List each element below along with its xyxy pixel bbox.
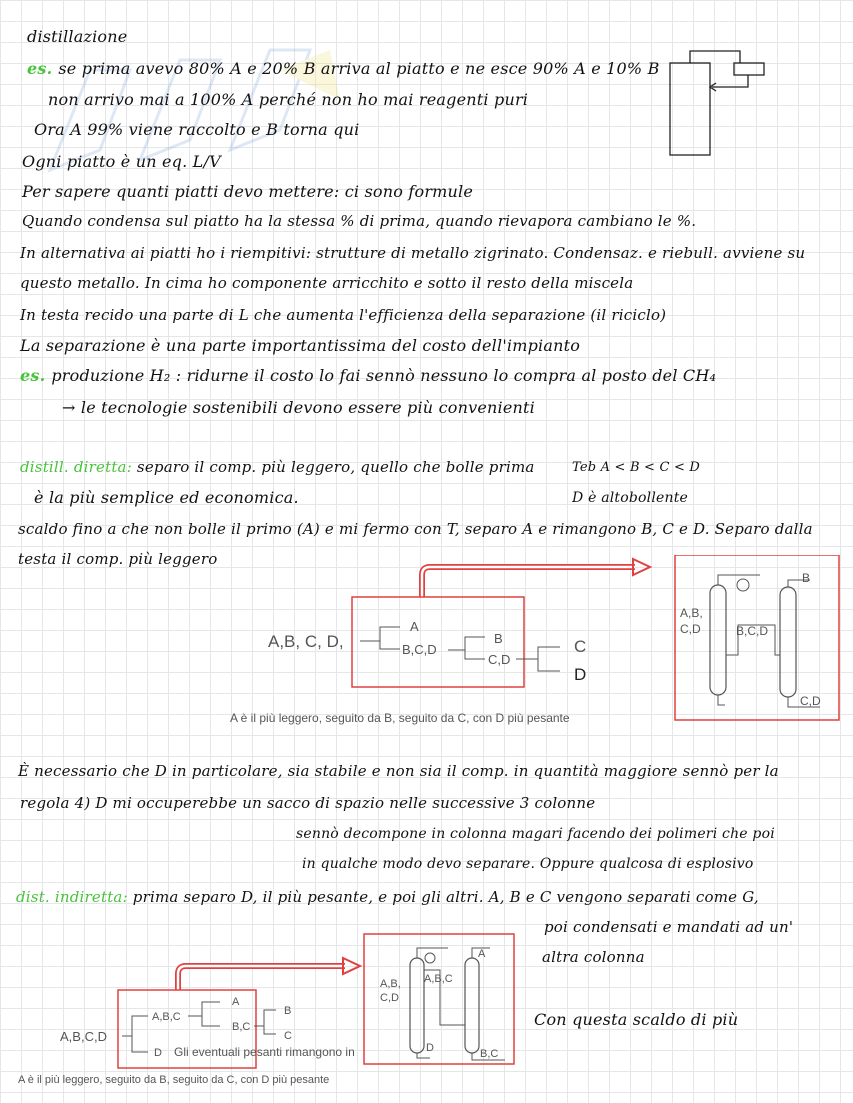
note-line-20: sennò decompone in colonna magari facendo dei polimeri che poi	[296, 826, 775, 842]
note-line-6: Per sapere quanti piatti devo mettere: ci sono formule	[22, 182, 474, 201]
column-feed-1: A,B,	[680, 606, 703, 620]
split1-bottom: B,C,D	[402, 642, 437, 657]
direct-distillation-diagram	[220, 555, 853, 735]
column-bottom-right: B,C	[480, 1048, 499, 1060]
red-connector-arrow	[178, 966, 345, 990]
note-line-10: In testa recido una parte di L che aumenta l'efficienza della separazione (il riciclo)	[20, 306, 667, 324]
column-feed-1: A,B,	[380, 978, 401, 990]
split1-top: A	[410, 619, 419, 634]
red-connector-arrow	[422, 567, 635, 597]
note-text: produzione H₂ : ridurne il costo lo fai sennò nessuno lo compra al posto del CH₄	[51, 366, 717, 385]
direct-distillation-tag: distill. diretta:	[20, 458, 132, 476]
boiling-order: Teb A < B < C < D	[572, 460, 700, 475]
note-line-24: altra colonna	[542, 948, 645, 966]
column-mid: A,B,C	[424, 973, 453, 985]
note-line-8: In alternativa ai piatti ho i riempitivi: strutture di metallo zigrinato. Condensaz. e riebull. avviene su	[20, 244, 806, 262]
split2-bottom: B,C	[232, 1021, 251, 1033]
feed-label: A,B,C,D	[60, 1029, 107, 1044]
column-feed-2: C,D	[680, 622, 701, 636]
note-line-25: Con questa scaldo di più	[534, 1010, 739, 1029]
note-line-14	[20, 458, 535, 476]
indirect-caption: A è il più leggero, seguito da B, seguito da C, con D più pesante	[18, 1074, 330, 1086]
split3-bottom: D	[574, 665, 587, 684]
note-text: se prima avevo 80% A e 20% B arriva al piatto e ne esce 90% A e 10% B	[58, 59, 660, 78]
split2-bottom: C,D	[488, 652, 511, 667]
note-line-16: scaldo fino a che non bolle il primo (A) e mi fermo con T, separo A e rimangono B, C e D. Separo dalla	[18, 520, 813, 538]
example-tag: es.	[20, 366, 46, 385]
note-line-9: questo metallo. In cima ho componente arricchito e sotto il resto della miscela	[20, 274, 634, 292]
note-title: distillazione	[27, 27, 128, 46]
note-line-12	[20, 366, 716, 385]
column-sketch	[662, 45, 772, 160]
note-line-19: regola 4) D mi occuperebbe un sacco di spazio nelle successive 3 colonne	[20, 794, 596, 812]
split1-bottom: D	[154, 1047, 162, 1059]
indirect-distillation-tag: dist. indiretta:	[16, 888, 128, 906]
note-line-11: La separazione è una parte importantissima del costo dell'impianto	[20, 336, 581, 355]
column-bottom: C,D	[800, 694, 821, 708]
note-line-3: non arrivo mai a 100% A perché non ho mai reagenti puri	[48, 90, 529, 109]
indirect-distillation-diagram	[10, 930, 530, 1090]
split2-top: B	[494, 631, 503, 646]
note-line-23: poi condensati e mandati ad un'	[544, 918, 794, 936]
column-bottom-left: D	[426, 1042, 434, 1054]
heavy-note: Gli eventuali pesanti rimangono in	[174, 1045, 355, 1059]
note-line-18: È necessario che D in particolare, sia stabile e non sia il comp. in quantità maggiore sennò per la	[18, 762, 779, 780]
column-mid: B,C,D	[736, 624, 769, 638]
note-line-13: → le tecnologie sostenibili devono essere più convenienti	[62, 398, 535, 417]
direct-caption: A è il più leggero, seguito da B, seguito da C, con D più pesante	[230, 711, 570, 725]
example-tag: es.	[27, 59, 53, 78]
column-feed-2: C,D	[380, 992, 399, 1004]
high-boiling-note: D è altobollente	[572, 490, 689, 506]
note-line-21: in qualche modo devo separare. Oppure qualcosa di esplosivo	[302, 856, 754, 872]
split3-bottom: C	[284, 1030, 292, 1042]
split3-top: C	[574, 637, 587, 656]
column-top: B	[802, 571, 811, 585]
note-line-5: Ogni piatto è un eq. L/V	[22, 152, 221, 171]
split1-top: A,B,C	[152, 1011, 181, 1023]
split3-top: B	[284, 1005, 292, 1017]
feed-label: A,B, C, D,	[268, 632, 344, 651]
column-top: A	[478, 948, 486, 960]
split2-top: A	[232, 996, 240, 1008]
note-line-2	[27, 59, 660, 78]
note-line-17: testa il comp. più leggero	[18, 550, 218, 568]
note-text: separo il comp. più leggero, quello che bolle prima	[136, 458, 535, 476]
note-line-4: Ora A 99% viene raccolto e B torna qui	[34, 120, 360, 139]
note-line-7: Quando condensa sul piatto ha la stessa % di prima, quando rievapora cambiano le %.	[22, 212, 697, 230]
note-line-22	[16, 888, 759, 906]
note-text: prima separo D, il più pesante, e poi gli altri. A, B e C vengono separati come G,	[132, 888, 759, 906]
note-line-15: è la più semplice ed economica.	[34, 488, 299, 507]
